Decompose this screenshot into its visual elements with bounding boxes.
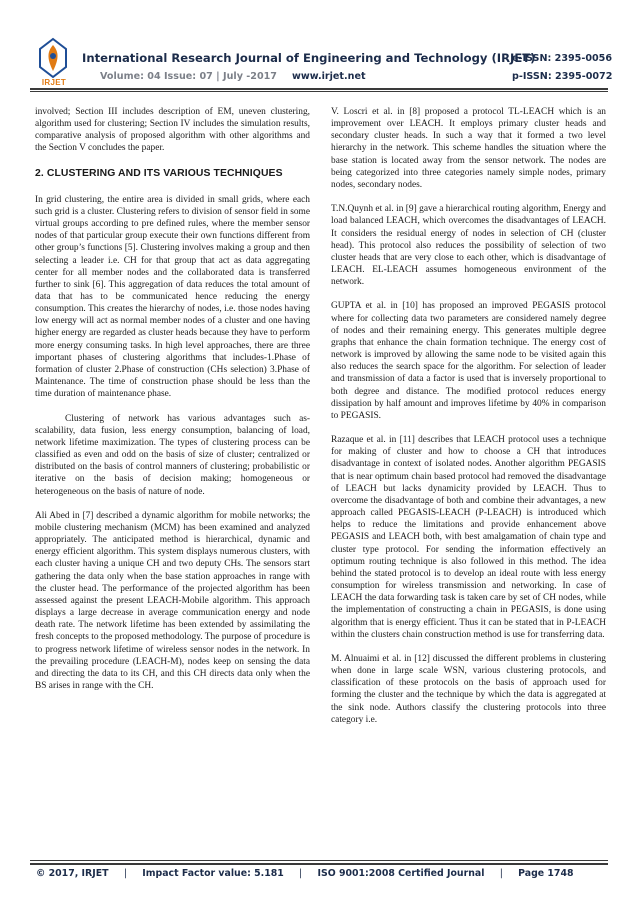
paragraph: Ali Abed in [7] described a dynamic algorithm for mobile networks; the mobile clustering mechanism (MCM) has been examined and analyzed appropriately. The anticipated method is hierarchical, dynamic and energy efficient algorithm. This system displays numerous clusters, with each cluster having a unique CH and two deputy CHs. The sensors start gathering the data only when the base station approaches in range with the cluster head. The performance of the projected algorithm has been assessed against the present LEACH-Mobile algorithm. This approach displays a large decrease in average communication energy and node death rate. The network lifetime has been extended by assimilating the fresh concepts to the proposed methodology. The purpose of procedure is to progress network lifetime of wireless sensor nodes in the network. In the prevailing procedure (LEACH-M), nodes keep on sensing the data and directing the data to its CH, and this CH directs data only when the BS arises in range with the CH. [35, 510, 310, 691]
page-footer [36, 868, 574, 879]
volume-issue: Volume: 04 Issue: 07 | July -2017 [100, 71, 277, 82]
copyright: © 2017, IRJET [36, 868, 109, 879]
footer-separator: | [123, 868, 127, 879]
paragraph: Clustering of network has various advantages such as- scalability, data fusion, less energy consumption, balancing of load, network lifetime maximization. The types of clustering process can be classified as even and odd on the basis of size of cluster; centralized or distributed on the basis of control manners of clustering; probabilistic or iterative on the basis of decision making; homogeneous or heterogeneous on the basis of nature of node. [35, 413, 310, 497]
iso-certification: ISO 9001:2008 Certified Journal [317, 868, 485, 879]
header-divider-thin [30, 91, 608, 92]
header-divider [30, 88, 608, 90]
paragraph: Razaque et al. in [11] describes that LEACH protocol uses a technique for making of cluster and how to choose a CH that introduces disadvantage in context of isolated nodes. Another algorithm PEGASIS that is near optimum chain based protocol had removed the disadvantage of LEACH but lacks dynamicity provided by LEACH. Thus to overcome the disadvantage of both and combine their advantages, a new approach called PEGASIS-LEACH (P-LEACH) is introduced which helps to reduce the limitations and provide enhancement above PEGASIS and LEACH both, with best amalgamation of chain type and cluster type protocol. For sending the information effectively an optimum routing technique is also followed in this method. The idea behind the stated protocol is to develop an ideal route with less energy consumption for wireless transmission and networking. In case of LEACH the data forwarding task is taken care by set of CH nodes, while the implementation of constructing a chain in PEGASIS, is done using algorithm that is energy efficient. Thus it can be stated that in P-LEACH within the clusters chain construction method is use for transferring data. [331, 435, 606, 640]
left-column [35, 106, 310, 692]
footer-separator: | [299, 868, 303, 879]
paragraph: T.N.Quynh et al. in [9] gave a hierarchical routing algorithm, Energy and load balanced LEACH, which overcomes the disadvantages of LEACH. It considers the residual energy of nodes in selection of CH (cluster head). This protocol also reduces the possibility of selection of two cluster heads that are very close to each other, which is disadvantage of LEACH. EL-LEACH assumes homogeneous environment of the network. [331, 204, 606, 288]
impact-factor: Impact Factor value: 5.181 [142, 868, 284, 879]
page-number: Page 1748 [518, 868, 574, 879]
paragraph: involved; Section III includes description of EM, uneven clustering, algorithm used for clustering; Section IV includes the simulation results, comparative analysis of proposed algorithm with other algorithms and the Section V concludes the paper. [35, 107, 310, 154]
journal-website-link[interactable]: www.irjet.net [292, 71, 366, 82]
paragraph: M. Alnuaimi et al. in [12] discussed the different problems in clustering when done in large scale WSN, various clustering protocols, and classification of these protocols on the basis of approach used for forming the cluster and the technique by which the data is aggregated at the sink node. Authors classify the clustering protocols into three category i.e. [331, 653, 606, 725]
paragraph: V. Loscri et al. in [8] proposed a protocol TL-LEACH which is an improvement over LEACH. It employs primary cluster heads and secondary cluster heads. In such a way that it formed a two level hierarchy in the network. This scheme handles the situation where the base station is located away from the sensor network. The nodes are being categorized into three categories namely simple nodes, primary nodes, secondary nodes. [331, 107, 606, 190]
irjet-logo-icon [36, 37, 70, 79]
paragraph: GUPTA et al. in [10] has proposed an improved PEGASIS protocol where for collecting data two parameters are considered namely degree of nodes and their remaining energy. This generates multiple degree graphs that enhance the chain formation technique. The energy cost of network is improved by allowing the same node to be visited again this also reduces the search space for the algorithm. For selection of leader and transmission of data a factor is used that is inversely proportional to both degree and distance. The modified protocol reduces energy dissipation by half amount and improves lifetime by 40% in comparison to PEGASIS. [331, 301, 606, 421]
logo-text: IRJET [41, 78, 67, 87]
page-header [0, 0, 638, 100]
journal-title: International Research Journal of Engineering and Technology (IRJET) [82, 51, 536, 65]
footer-divider [30, 863, 608, 865]
e-issn: e-ISSN: 2395-0056 [512, 53, 613, 64]
p-issn: p-ISSN: 2395-0072 [512, 71, 613, 82]
footer-separator: | [499, 868, 503, 879]
right-column [331, 106, 606, 726]
section-heading: 2. CLUSTERING AND ITS VARIOUS TECHNIQUES [35, 167, 283, 179]
paragraph: In grid clustering, the entire area is divided in small grids, where each such grid is a cluster. Clustering refers to division of sensor field in some virtual groups according to pre defined rules, where the member sensor nodes of that particular group execute their own functions different from other group’s functions [5]. Clustering involves making a group and then selecting a leader i.e. CH for that group that act as data aggregating center for all member nodes and the collaborated data is transferred further to sink [6]. This aggregation of data reduces the total amount of data that has to be communicated hence reducing the energy consumption. This creates the hierarchy of nodes, i.e. those nodes having low energy will act as normal member nodes of a cluster and one having higher energy are regarded as cluster heads because they have to perform more energy consuming tasks. In high level approaches, there are three important phases of clustering algorithms that includes-1.Phase of formation of cluster 2.Phase of construction (CHs selection) 3.Phase of Maintenance. The time of construction phase should be less than the time duration of maintenance phase. [35, 194, 310, 400]
footer-divider-thin [30, 860, 608, 861]
